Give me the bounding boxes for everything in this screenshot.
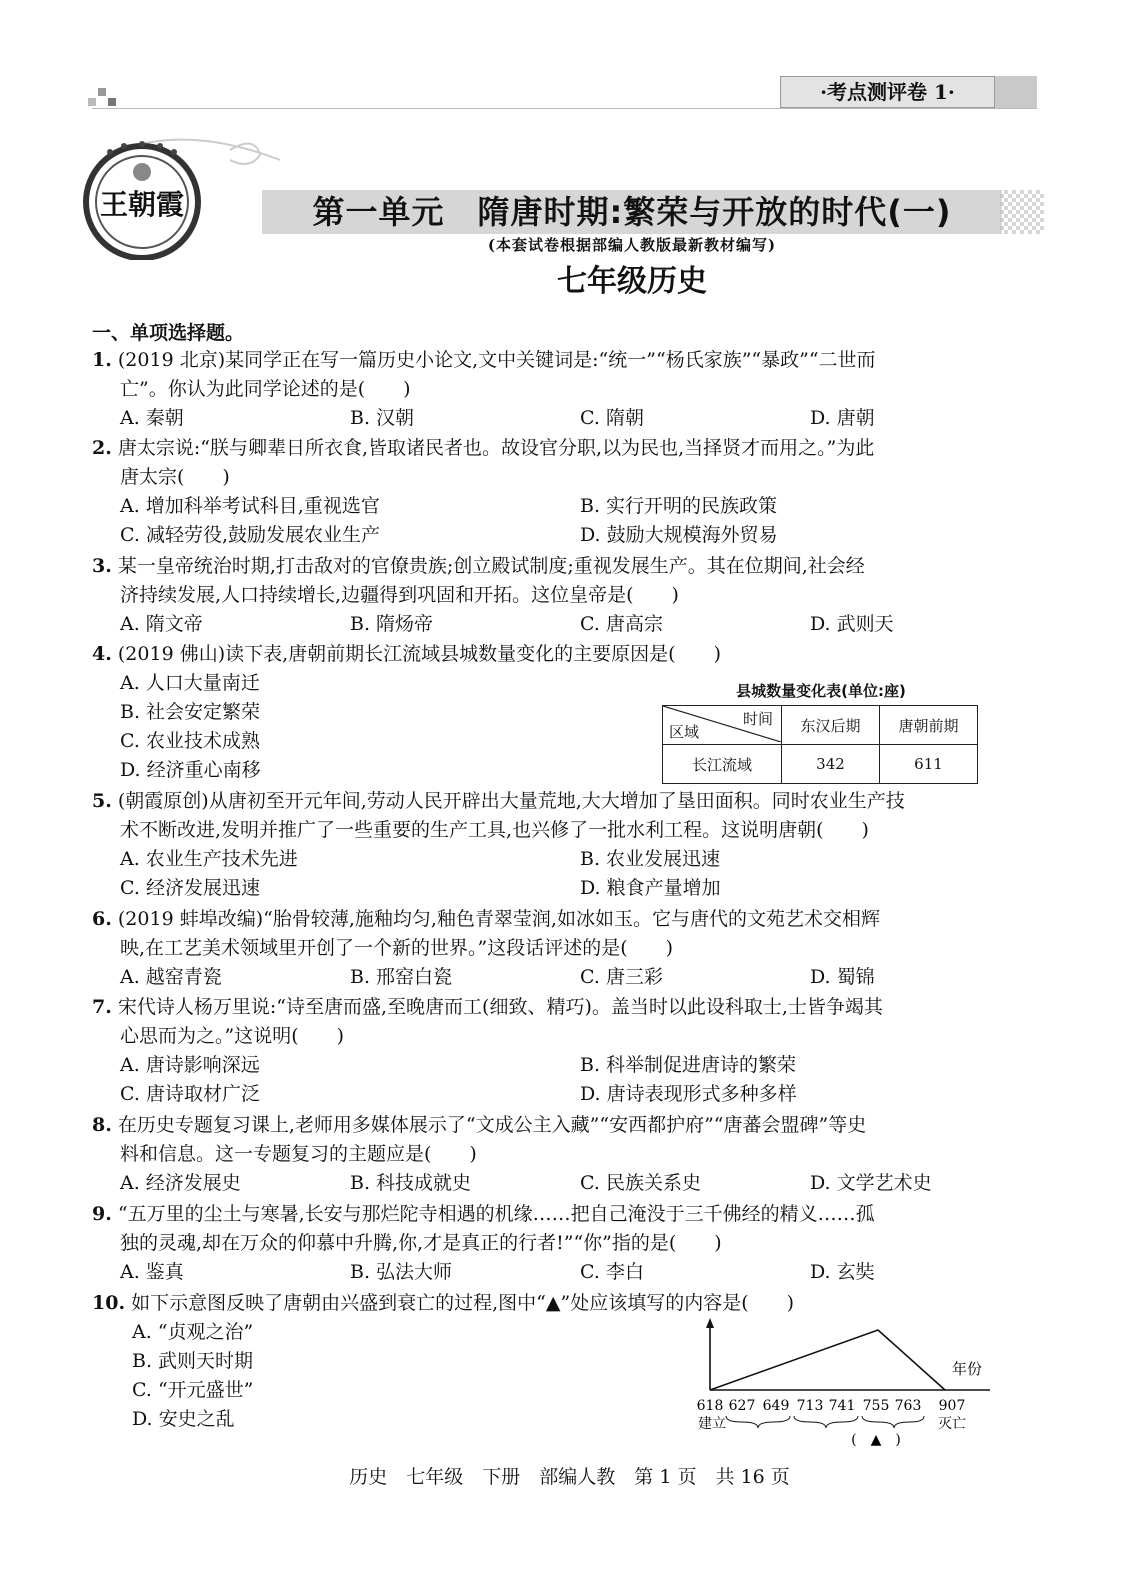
option-b[interactable]: B. 科技成就史 [350, 1172, 472, 1194]
option-b[interactable]: B. 隋炀帝 [350, 613, 434, 635]
question-text: 如下示意图反映了唐朝由兴盛到衰亡的过程,图中“▲”处应该填写的内容是( ) [131, 1292, 795, 1314]
option-c[interactable]: C. 唐高宗 [580, 613, 663, 635]
option-b[interactable]: B. 武则天时期 [132, 1350, 254, 1372]
option-d[interactable]: D. 经济重心南移 [120, 759, 261, 781]
option-d[interactable]: D. 鼓励大规模海外贸易 [580, 524, 778, 546]
question-text: (2019 蚌埠改编)“胎骨较薄,施釉均匀,釉色青翠莹润,如冰如玉。它与唐代的文苑艺术交相辉 [117, 908, 880, 930]
tick-649: 649 [762, 1398, 790, 1414]
header-rule [92, 108, 1037, 109]
tick-618: 618 [696, 1398, 724, 1414]
y-axis-arrow [706, 1318, 714, 1328]
option-d[interactable]: D. 唐朝 [810, 407, 875, 429]
option-a[interactable]: A. 增加科举考试科目,重视选官 [120, 495, 380, 517]
option-c[interactable]: C. 唐诗取材广泛 [120, 1083, 260, 1105]
question-9 [92, 1200, 1042, 1287]
question-text: 济持续发展,人口持续增长,边疆得到巩固和开拓。这位皇帝是( ) [120, 584, 679, 606]
trend-line [710, 1330, 945, 1390]
option-a[interactable]: A. 农业生产技术先进 [120, 848, 298, 870]
table-title: 县城数量变化表(单位:座) [736, 682, 906, 700]
option-d[interactable]: D. 蜀锦 [810, 966, 875, 988]
option-c[interactable]: C. 经济发展迅速 [120, 877, 260, 899]
question-text: 料和信息。这一专题复习的主题应是( ) [120, 1143, 477, 1165]
county-count-table [662, 705, 978, 784]
option-d[interactable]: D. 玄奘 [810, 1261, 875, 1283]
option-c[interactable]: C. 民族关系史 [580, 1172, 701, 1194]
tick-763: 763 [894, 1398, 922, 1414]
option-a[interactable]: A. 经济发展史 [120, 1172, 241, 1194]
question-text: 心思而为之。”这说明( ) [120, 1025, 345, 1047]
question-text: 唐太宗( ) [120, 466, 230, 488]
tang-rise-fall-diagram [690, 1318, 1000, 1448]
option-d[interactable]: D. 唐诗表现形式多种多样 [580, 1083, 797, 1105]
tick-755: 755 [862, 1398, 890, 1414]
question-text: (2019 北京)某同学正在写一篇历史小论文,文中关键词是:“统一”“杨氏家族”“暴政”“二世而 [117, 349, 876, 371]
option-b[interactable]: B. 农业发展迅速 [580, 848, 721, 870]
question-text: 独的灵魂,却在万众的仰慕中升腾,你,才是真正的行者!”“你”指的是( ) [120, 1232, 722, 1254]
table-corner-cell [663, 706, 782, 745]
table-header: 东汉后期 [782, 706, 880, 745]
tick-741: 741 [828, 1398, 856, 1414]
question-1 [92, 346, 1042, 433]
end-label: 灭亡 [938, 1416, 966, 1432]
table-header: 唐朝前期 [880, 706, 978, 745]
corner-label-time: 时间 [742, 710, 773, 728]
table-cell: 611 [880, 745, 978, 784]
tick-907: 907 [938, 1398, 966, 1414]
corner-label-region: 区域 [669, 723, 700, 741]
option-d[interactable]: D. 武则天 [810, 613, 894, 635]
brace-755-763 [862, 1416, 924, 1428]
brace-627-649 [726, 1416, 790, 1428]
option-a[interactable]: A. “贞观之治” [132, 1321, 254, 1343]
table-cell: 342 [782, 745, 880, 784]
header-tag: ·考点测评卷 1· [780, 76, 995, 108]
option-a[interactable]: A. 隋文帝 [120, 613, 203, 635]
question-text: (2019 佛山)读下表,唐朝前期长江流域县城数量变化的主要原因是( ) [117, 643, 721, 665]
question-number: 1. [92, 349, 112, 371]
question-3 [92, 552, 1042, 639]
option-c[interactable]: C. 李白 [580, 1261, 644, 1283]
table-row-label: 长江流域 [663, 745, 782, 784]
option-c[interactable]: C. 减轻劳役,鼓励发展农业生产 [120, 524, 380, 546]
question-text: 映,在工艺美术领域里开创了一个新的世界。”这段话评述的是( ) [120, 937, 674, 959]
question-5 [92, 787, 1042, 903]
question-2 [92, 434, 1042, 550]
unit-title: 第一单元 隋唐时期:繁荣与开放的时代(一) [312, 193, 952, 231]
start-label: 建立 [698, 1416, 726, 1432]
option-b[interactable]: B. 实行开明的民族政策 [580, 495, 778, 517]
option-b[interactable]: B. 科举制促进唐诗的繁荣 [580, 1054, 797, 1076]
question-number: 5. [92, 790, 112, 812]
option-d[interactable]: D. 粮食产量增加 [580, 877, 721, 899]
question-number: 3. [92, 555, 112, 577]
question-number: 8. [92, 1114, 112, 1136]
question-7 [92, 993, 1042, 1109]
option-b[interactable]: B. 邢窑白瓷 [350, 966, 453, 988]
page-footer: 历史 七年级 下册 部编人教 第 1 页 共 16 页 [349, 1466, 790, 1488]
question-number: 4. [92, 643, 112, 665]
blank-answer-label: ( ▲ ) [851, 1432, 901, 1448]
option-a[interactable]: A. 唐诗影响深远 [120, 1054, 260, 1076]
option-a[interactable]: A. 越窑青瓷 [120, 966, 222, 988]
option-c[interactable]: C. 隋朝 [580, 407, 644, 429]
option-a[interactable]: A. 秦朝 [120, 407, 184, 429]
question-number: 10. [92, 1292, 126, 1314]
section-heading: 一、单项选择题。 [92, 322, 245, 344]
axis-label-year: 年份 [952, 1360, 983, 1378]
subject-title: 七年级历史 [557, 264, 707, 299]
option-c[interactable]: C. 农业技术成熟 [120, 730, 260, 752]
edition-note: (本套试卷根据部编人教版最新教材编写) [487, 236, 777, 254]
brace-713-741 [794, 1416, 858, 1428]
question-6 [92, 905, 1042, 992]
question-text: 宋代诗人杨万里说:“诗至唐而盛,至晚唐而工(细致、精巧)。盖当时以此设科取士,士皆争竭其 [117, 996, 883, 1018]
question-text: 在历史专题复习课上,老师用多媒体展示了“文成公主入藏”“安西都护府”“唐蕃会盟碑”等史 [117, 1114, 867, 1136]
option-d[interactable]: D. 文学艺术史 [810, 1172, 932, 1194]
question-number: 7. [92, 996, 112, 1018]
question-text: “五万里的尘土与寒暑,长安与那烂陀寺相遇的机缘……把自己淹没于三千佛经的精义……孤 [117, 1203, 875, 1225]
header-mosaic-decoration [88, 88, 118, 108]
question-text: 术不断改进,发明并推广了一些重要的生产工具,也兴修了一批水利工程。这说明唐朝( ) [120, 819, 869, 841]
option-c[interactable]: C. “开元盛世” [132, 1379, 254, 1401]
option-c[interactable]: C. 唐三彩 [580, 966, 663, 988]
tick-713: 713 [796, 1398, 824, 1414]
option-a[interactable]: A. 鉴真 [120, 1261, 184, 1283]
logo-text: 王朝霞 [99, 188, 185, 221]
header-tag-accent [995, 76, 1037, 108]
question-number: 9. [92, 1203, 112, 1225]
question-text: 某一皇帝统治时期,打击敌对的官僚贵族;创立殿试制度;重视发展生产。其在位期间,社会经 [117, 555, 865, 577]
question-8 [92, 1111, 1042, 1198]
question-number: 2. [92, 437, 112, 459]
question-text: 唐太宗说:“朕与卿辈日所衣食,皆取诸民者也。故设官分职,以为民也,当择贤才而用之。”为此 [117, 437, 875, 459]
option-b[interactable]: B. 弘法大师 [350, 1261, 453, 1283]
question-number: 6. [92, 908, 112, 930]
tick-627: 627 [728, 1398, 756, 1414]
option-b[interactable]: B. 汉朝 [350, 407, 415, 429]
option-d[interactable]: D. 安史之乱 [132, 1408, 235, 1430]
question-text: 亡”。你认为此同学论述的是( ) [120, 378, 411, 400]
question-text: (朝霞原创)从唐初至开元年间,劳动人民开辟出大量荒地,大大增加了垦田面积。同时农业生产技 [117, 790, 905, 812]
option-a[interactable]: A. 人口大量南迁 [120, 672, 260, 694]
option-b[interactable]: B. 社会安定繁荣 [120, 701, 261, 723]
title-band-pattern [1000, 190, 1044, 234]
